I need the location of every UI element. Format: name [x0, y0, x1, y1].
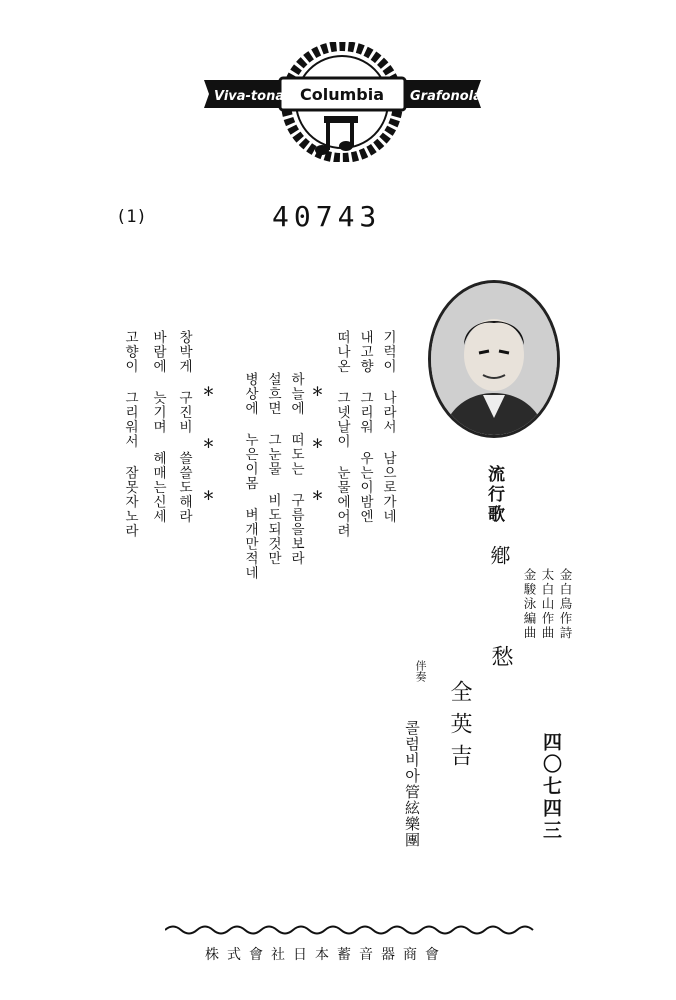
lyric-line: 고향이 그리워서 잠못자노라: [122, 330, 138, 538]
credit-name: 金白鳥: [558, 568, 573, 612]
record-number: 40743: [272, 200, 382, 233]
orchestra-name: 콜럼비아管絃樂團: [403, 720, 421, 848]
credit-composer: [538, 568, 556, 641]
lyric-line: 설흐면 그눈물 비도되것만: [265, 372, 281, 566]
lyric-line: 바람에 늣기며 헤매는신세: [150, 330, 166, 524]
credit-arranger: [520, 568, 538, 641]
footer-company: 株式會社日本蓄音器商會: [205, 947, 447, 963]
credit-role: 作詩: [558, 611, 573, 641]
accompaniment-label: 伴奏: [414, 660, 427, 682]
credit-name: 金駿泳: [522, 568, 537, 612]
credit-role: 編曲: [522, 611, 537, 641]
lyric-line: 내고향 그리워 우는이밤엔: [357, 330, 373, 524]
footer-wave-divider: [165, 922, 535, 936]
logo-center-text: Columbia: [299, 85, 385, 104]
columbia-logo-graphic: [200, 42, 485, 162]
logo-left-text: Viva-tonal: [214, 89, 289, 104]
columbia-logo: [200, 42, 485, 162]
singer-portrait: [428, 280, 560, 438]
catalog-number-vertical: 四〇七四三: [540, 732, 562, 842]
lyric-line: 하늘에 떠도는 구름을보라: [288, 372, 304, 566]
song-title-first: 鄕: [487, 545, 511, 565]
portrait-icon: [431, 283, 557, 435]
logo-right-text: Grafonola: [410, 89, 482, 104]
credit-lyricist: [556, 568, 574, 641]
lyric-line: 기럭이 나라서 남으로가네: [380, 330, 396, 524]
lyric-line: 병상에 누은이몸 벼개만적네: [242, 372, 258, 580]
lyric-line: 떠나온 그넷날이 눈물에어려: [334, 330, 350, 538]
singer-name: 全英吉: [447, 680, 472, 776]
record-side: (1): [116, 207, 147, 227]
credit-name: 太白山: [540, 568, 555, 612]
credit-role: 作曲: [540, 611, 555, 641]
song-genre: 流行歌: [484, 465, 504, 525]
song-title-second: 愁: [488, 645, 513, 667]
verse-separator: ＊ ＊ ＊: [201, 385, 215, 502]
verse-separator: ＊ ＊ ＊: [310, 385, 324, 502]
lyric-line: 창박게 구진비 쓸쓸도해라: [176, 330, 192, 524]
